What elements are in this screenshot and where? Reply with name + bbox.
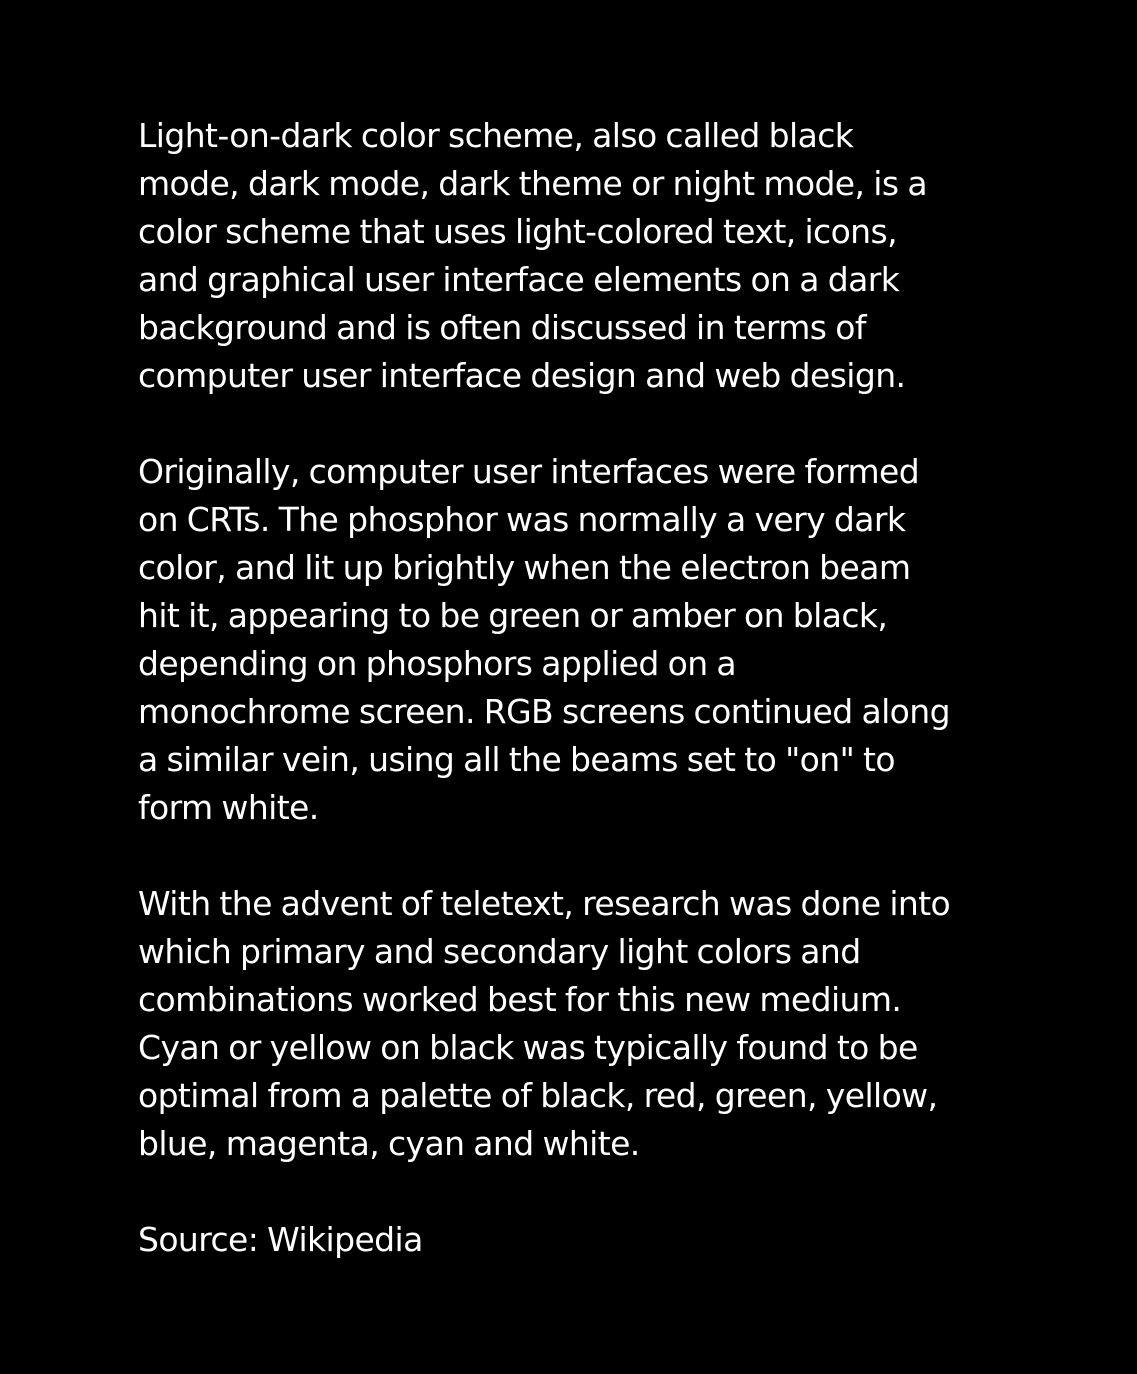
text-line: hit it, appearing to be green or amber on black, [138, 596, 888, 635]
text-line: which primary and secondary light colors and [138, 932, 861, 971]
source-attribution: Source: Wikipedia [138, 1220, 423, 1259]
article-body [138, 112, 1010, 1264]
text-line: background and is often discussed in terms of [138, 308, 866, 347]
text-line: and graphical user interface elements on a dark [138, 260, 900, 299]
text-line: on CRTs. The phosphor was normally a very dark [138, 500, 906, 539]
text-line: computer user interface design and web design. [138, 356, 906, 395]
text-line: combinations worked best for this new medium. [138, 980, 902, 1019]
text-line: form white. [138, 788, 319, 827]
text-line: depending on phosphors applied on a [138, 644, 737, 683]
text-line: Light-on-dark color scheme, also called black [138, 116, 854, 155]
text-line: blue, magenta, cyan and white. [138, 1124, 640, 1163]
paragraph-teletext-research [138, 880, 1010, 1168]
paragraph-dark-mode-definition [138, 112, 1010, 400]
text-line: Cyan or yellow on black was typically found to be [138, 1028, 918, 1067]
text-line: With the advent of teletext, research was done into [138, 884, 951, 923]
text-line: a similar vein, using all the beams set to "on" to [138, 740, 895, 779]
text-line: color scheme that uses light-colored text, icons, [138, 212, 897, 251]
text-line: color, and lit up brightly when the electron beam [138, 548, 911, 587]
text-line: optimal from a palette of black, red, green, yellow, [138, 1076, 938, 1115]
text-line: Originally, computer user interfaces were formed [138, 452, 920, 491]
text-line: monochrome screen. RGB screens continued along [138, 692, 950, 731]
paragraph-crt-history [138, 448, 1010, 832]
text-line: mode, dark mode, dark theme or night mode, is a [138, 164, 927, 203]
